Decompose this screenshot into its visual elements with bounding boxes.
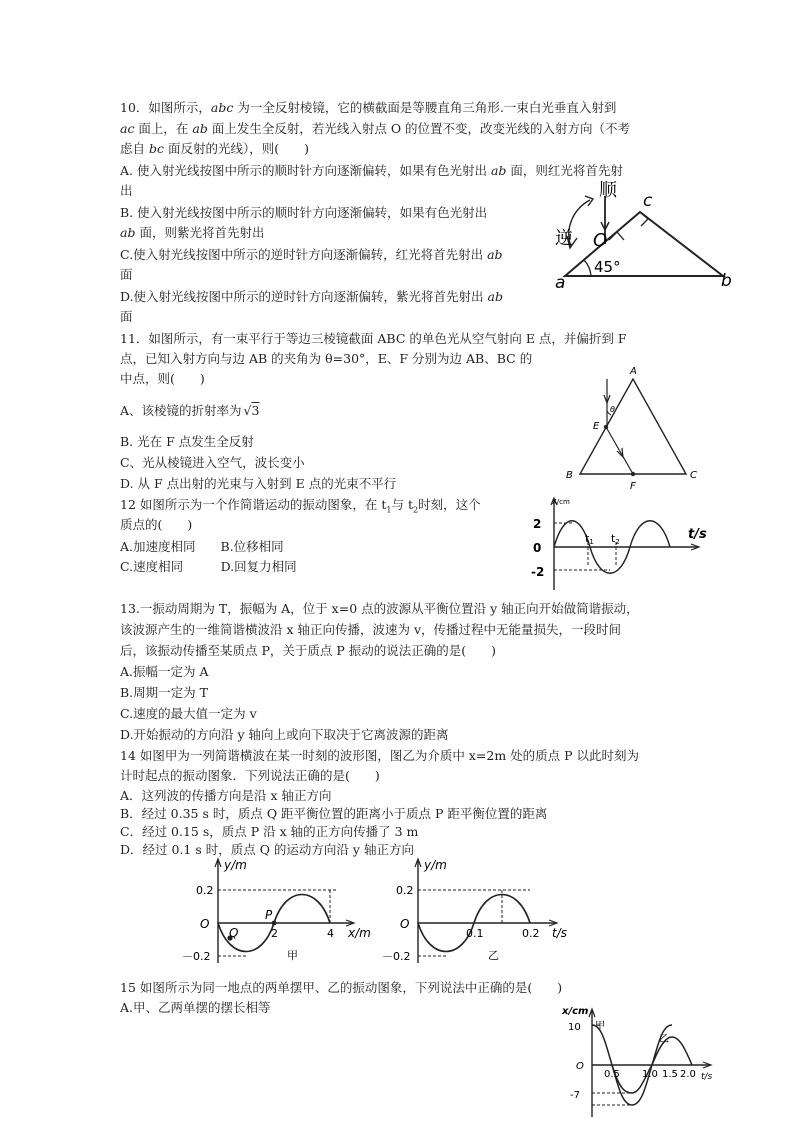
q10-option-d-cont: 面 <box>120 309 133 324</box>
q13-line2: 该波源产生的一维简谐横波沿 x 轴正向传播，波速为 v，传播过程中无能量损失，一段时间 <box>120 622 622 637</box>
q10-line3: 虑自 bc 面反射的光线），则( ) <box>120 141 309 156</box>
q15-x15: 1.5 <box>662 1069 678 1080</box>
q14a-xlabel: x/m <box>348 926 371 940</box>
q14-option-b: B．经过 0.35 s 时，质点 Q 距平衡位置的距离小于质点 P 距平衡位置的距离 <box>120 806 548 821</box>
q12-xlabel: t/s <box>688 527 707 542</box>
q14b-xlabel: t/s <box>552 926 567 940</box>
q12-y2: 2 <box>533 517 542 531</box>
q14a-p02: 0.2 <box>196 884 214 897</box>
q15-xlabel: t/s <box>701 1072 713 1082</box>
q12-line1: 12 如图所示为一个作简谐运动的振动图象，在 $t_1$与 $t_2$时刻，这个 <box>120 497 481 515</box>
q14-option-d: D．经过 0.1 s 时，质点 Q 的运动方向沿 y 轴正方向 <box>120 842 414 857</box>
q14a-x2: 2 <box>271 927 278 940</box>
q10-label-b: b <box>721 271 732 291</box>
q11-option-d: D. 从 F 点出射的光束与入射到 E 点的光束不平行 <box>120 476 397 491</box>
q14a-caption: 甲 <box>287 949 298 962</box>
q10-option-a-cont: 出 <box>120 183 133 198</box>
q14a-n02: －0.2 <box>182 950 211 963</box>
q15-option-a: A.甲、乙两单摆的摆长相等 <box>120 1000 271 1015</box>
q10-line2: ac 面上，在 ab 面上发生全反射，若光线入射点 O 的位置不变，改变光线的入射方向（不考 <box>120 121 631 136</box>
q14b-x01: 0.1 <box>466 927 484 940</box>
q11-line1: 11．如图所示，有一束平行于等边三棱镜截面 ABC 的单色光从空气射向 E 点，并偏折到 F <box>120 331 627 346</box>
q10-option-a: A. 使入射光线按图中所示的顺时针方向逐渐偏转，如果有色光射出 ab 面，则红光将首先射 <box>120 163 623 178</box>
q15-O: O <box>576 1061 584 1072</box>
q11-line2: 点，已知入射方向与边 AB 的夹角为 θ=30°，E、F 分别为边 AB、BC 的 <box>120 351 533 366</box>
q13-line3: 后，该振动传播至某质点 P，关于质点 P 振动的说法正确的是( ) <box>120 643 496 658</box>
q12-y0: 0 <box>533 541 542 555</box>
q13-option-a: A.振幅一定为 A <box>120 664 209 679</box>
q14-line1: 14 如图甲为一列简谐横波在某一时刻的波形图，图乙为介质中 x=2m 处的质点 P 以此时刻为 <box>120 748 640 763</box>
q11-option-a: A、该棱镜的折射率为 √3 <box>120 403 260 418</box>
q14b-O: O <box>400 917 410 931</box>
q13-option-b: B.周期一定为 T <box>120 685 208 700</box>
q12-yn2: -2 <box>531 565 545 579</box>
q15-x05: 0.5 <box>604 1069 620 1080</box>
q14a-x4: 4 <box>327 927 334 940</box>
q15-pendulum-graph <box>560 1005 720 1120</box>
q15-x10: 1.0 <box>642 1069 658 1080</box>
q14b-ylabel: y/m <box>424 858 447 872</box>
q10-option-c-cont: 面 <box>120 267 133 282</box>
q13-line1: 13.一振动周期为 T，振幅为 A，位于 x=0 点的波源从平衡位置沿 y 轴正向开始做简谐振动， <box>120 601 639 616</box>
q12-vibration-graph <box>528 492 728 592</box>
q10-label-O: O <box>593 230 608 251</box>
q14-option-a: A．这列波的传播方向是沿 x 轴正方向 <box>120 788 332 803</box>
q15-line1: 15 如图所示为同一地点的两单摆甲、乙的振动图象，下列说法中正确的是( ) <box>120 980 563 995</box>
q15-y10: 10 <box>568 1022 581 1033</box>
q14a-ylabel: y/m <box>224 858 247 872</box>
q14a-P: P <box>265 908 273 922</box>
q13-option-d: D.开始振动的方向沿 y 轴向上或向下取决于它离波源的距离 <box>120 727 449 742</box>
q11-option-c: C、光从棱镜进入空气，波长变小 <box>120 455 305 470</box>
q11-label-F: F <box>630 481 636 492</box>
q13-option-c: C.速度的最大值一定为 v <box>120 706 257 721</box>
q11-label-C: C <box>690 470 697 481</box>
q15-yn7: -7 <box>570 1090 580 1101</box>
q11-triangle-figure <box>560 365 710 495</box>
q15-x20: 2.0 <box>680 1069 696 1080</box>
q10-prism-figure <box>545 182 765 297</box>
q14a-O: O <box>200 917 210 931</box>
q10-option-b-cont: ab 面，则紫光将首先射出 <box>120 225 265 240</box>
q14a-Q: Q <box>229 926 239 940</box>
q11-label-theta: θ <box>610 405 615 414</box>
q11-line3: 中点，则( ) <box>120 371 205 386</box>
q10-label-ni: 逆 <box>555 228 573 249</box>
q11-option-b: B. 光在 F 点发生全反射 <box>120 434 254 449</box>
q10-label-shun: 顺 <box>599 180 617 201</box>
q14-vibration-graph-yi <box>378 855 578 970</box>
q15-label-yi: 乙 <box>659 1034 669 1045</box>
q14-option-c: C．经过 0.15 s，质点 P 沿 x 轴的正方向传播了 3 m <box>120 824 419 839</box>
q14b-caption: 乙 <box>488 949 499 962</box>
q12-t2: t2 <box>611 532 620 546</box>
q10-option-d: D.使入射光线按图中所示的逆时针方向逐渐偏转，紫光将首先射出 ab <box>120 289 503 304</box>
q14b-n02: －0.2 <box>382 950 411 963</box>
q11-label-B: B <box>566 470 573 481</box>
q10-option-b: B. 使入射光线按图中所示的顺时针方向逐渐偏转，如果有色光射出 <box>120 205 488 220</box>
q11-label-E: E <box>593 421 600 432</box>
q12-ylabel: X/cm <box>552 498 570 506</box>
q12-t1: t1 <box>585 532 594 546</box>
q14-line2: 计时起点的振动图象．下列说法正确的是( ) <box>120 768 380 783</box>
q10-line1: 10．如图所示，abc 为一全反射棱镜，它的横截面是等腰直角三角形.一束白光垂直入射到 <box>120 100 617 115</box>
q10-option-c: C.使入射光线按图中所示的逆时针方向逐渐偏转，红光将首先射出 ab <box>120 247 503 262</box>
q10-label-c: c <box>643 191 653 211</box>
q14-wave-graph-jia <box>178 855 378 970</box>
q10-label-45: 45° <box>594 258 621 276</box>
q10-label-a: a <box>555 273 566 293</box>
q12-line2: 质点的( ) <box>120 517 193 532</box>
q12-options-ab: A.加速度相同 B.位移相同 <box>120 539 284 554</box>
q12-options-cd: C.速度相同 D.回复力相同 <box>120 559 297 574</box>
q15-ylabel: x/cm <box>562 1006 589 1017</box>
q14b-x02: 0.2 <box>522 927 540 940</box>
q15-label-jia: 甲 <box>595 1021 605 1032</box>
q14b-p02: 0.2 <box>396 884 414 897</box>
q11-label-A: A <box>630 366 637 377</box>
